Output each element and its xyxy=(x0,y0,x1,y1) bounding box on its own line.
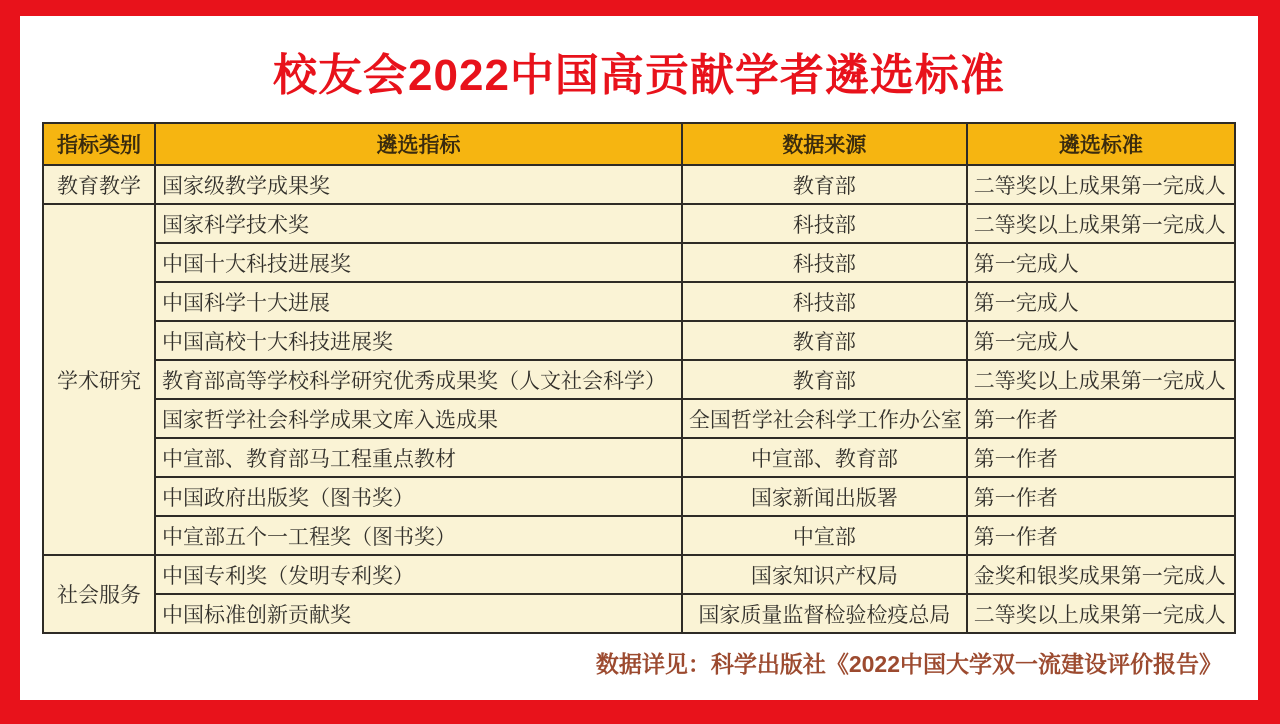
criteria-cell: 二等奖以上成果第一完成人 xyxy=(967,165,1235,204)
table-row xyxy=(43,204,1235,243)
indicator-cell: 中宣部五个一工程奖（图书奖） xyxy=(155,516,682,555)
source-cell: 科技部 xyxy=(682,282,967,321)
table-header-row xyxy=(43,123,1235,165)
table-row xyxy=(43,399,1235,438)
source-cell: 科技部 xyxy=(682,243,967,282)
indicator-cell: 中国专利奖（发明专利奖） xyxy=(155,555,682,594)
indicator-cell: 国家科学技术奖 xyxy=(155,204,682,243)
indicator-cell: 教育部高等学校科学研究优秀成果奖（人文社会科学） xyxy=(155,360,682,399)
indicator-cell: 中国标准创新贡献奖 xyxy=(155,594,682,633)
indicator-cell: 中国科学十大进展 xyxy=(155,282,682,321)
criteria-cell: 第一作者 xyxy=(967,438,1235,477)
table-row xyxy=(43,321,1235,360)
source-cell: 教育部 xyxy=(682,360,967,399)
source-cell: 教育部 xyxy=(682,165,967,204)
header-criteria: 遴选标准 xyxy=(967,123,1235,165)
footer-note: 数据详见：科学出版社《2022中国大学双一流建设评价报告》 xyxy=(595,651,1222,678)
indicator-cell: 中国高校十大科技进展奖 xyxy=(155,321,682,360)
source-cell: 科技部 xyxy=(682,204,967,243)
table-row xyxy=(43,243,1235,282)
indicator-cell: 中宣部、教育部马工程重点教材 xyxy=(155,438,682,477)
header-category: 指标类别 xyxy=(43,123,155,165)
source-cell: 中宣部 xyxy=(682,516,967,555)
category-cell: 教育教学 xyxy=(43,165,155,204)
criteria-cell: 二等奖以上成果第一完成人 xyxy=(967,594,1235,633)
source-cell: 中宣部、教育部 xyxy=(682,438,967,477)
indicator-cell: 中国政府出版奖（图书奖） xyxy=(155,477,682,516)
source-cell: 教育部 xyxy=(682,321,967,360)
criteria-table xyxy=(42,122,1236,634)
table-body xyxy=(43,165,1235,633)
table-row xyxy=(43,360,1235,399)
header-source: 数据来源 xyxy=(682,123,967,165)
table-row xyxy=(43,594,1235,633)
criteria-cell: 二等奖以上成果第一完成人 xyxy=(967,204,1235,243)
criteria-cell: 第一作者 xyxy=(967,399,1235,438)
page-title: 校友会2022中国高贡献学者遴选标准 xyxy=(273,51,1005,100)
source-cell: 全国哲学社会科学工作办公室 xyxy=(682,399,967,438)
source-cell: 国家新闻出版署 xyxy=(682,477,967,516)
table-row xyxy=(43,516,1235,555)
criteria-cell: 第一完成人 xyxy=(967,243,1235,282)
indicator-cell: 国家级教学成果奖 xyxy=(155,165,682,204)
source-cell: 国家质量监督检验检疫总局 xyxy=(682,594,967,633)
indicator-cell: 国家哲学社会科学成果文库入选成果 xyxy=(155,399,682,438)
criteria-cell: 二等奖以上成果第一完成人 xyxy=(967,360,1235,399)
category-cell: 社会服务 xyxy=(43,555,155,633)
criteria-cell: 第一完成人 xyxy=(967,321,1235,360)
criteria-cell: 第一完成人 xyxy=(967,282,1235,321)
criteria-cell: 第一作者 xyxy=(967,477,1235,516)
criteria-cell: 第一作者 xyxy=(967,516,1235,555)
table-row xyxy=(43,282,1235,321)
table-row xyxy=(43,477,1235,516)
indicator-cell: 中国十大科技进展奖 xyxy=(155,243,682,282)
header-indicator: 遴选指标 xyxy=(155,123,682,165)
source-cell: 国家知识产权局 xyxy=(682,555,967,594)
table-row xyxy=(43,165,1235,204)
table-row xyxy=(43,438,1235,477)
table-row xyxy=(43,555,1235,594)
category-cell: 学术研究 xyxy=(43,204,155,555)
criteria-cell: 金奖和银奖成果第一完成人 xyxy=(967,555,1235,594)
content-area xyxy=(20,16,1258,700)
